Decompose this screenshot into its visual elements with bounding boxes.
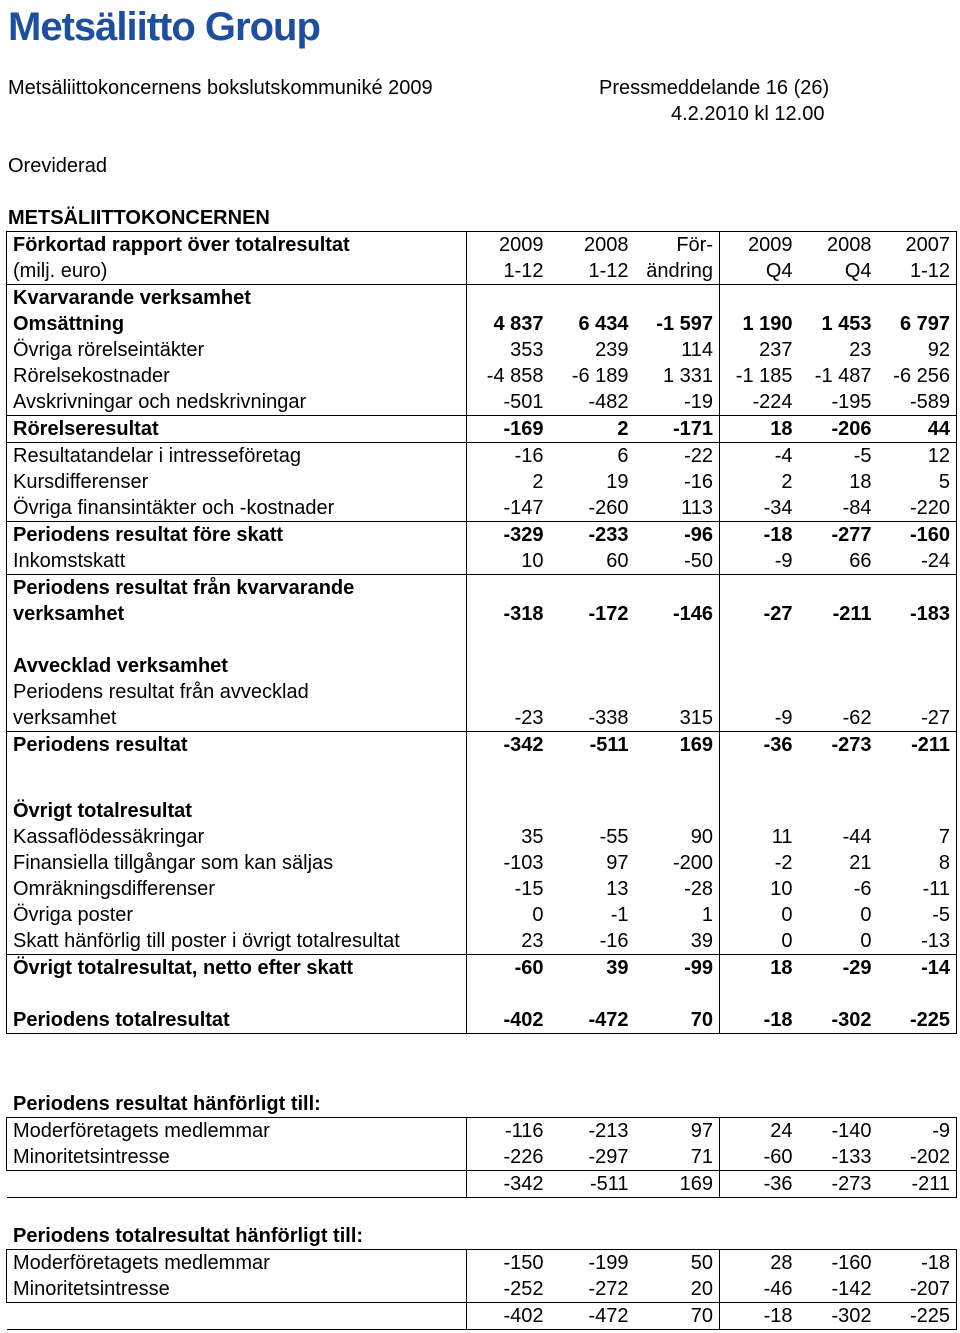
value-cell: -302 xyxy=(799,1007,878,1034)
value-cell: 4 837 xyxy=(467,311,550,337)
value-cell: 35 xyxy=(467,824,550,850)
value-cell xyxy=(550,653,635,679)
value-cell: 19 xyxy=(606,471,629,493)
header-row xyxy=(7,258,957,285)
row-label: Övriga poster xyxy=(7,902,467,928)
value-cell: 39 xyxy=(606,957,629,979)
value-cell: -183 xyxy=(878,575,957,628)
value-cell: -133 xyxy=(799,1144,878,1171)
value-cell xyxy=(635,285,720,312)
value-cell: -211 xyxy=(878,1171,957,1198)
row-label: Rörelseresultat xyxy=(7,416,467,443)
value-cell: -36 xyxy=(720,1171,799,1198)
table-row xyxy=(7,1118,957,1145)
value-cell: -18 xyxy=(878,1250,957,1277)
value-cell: -226 xyxy=(467,1144,550,1171)
value-cell: -18 xyxy=(720,522,799,549)
value-cell: 0 xyxy=(860,904,872,926)
value-cell: -501 xyxy=(467,389,550,416)
value-cell xyxy=(878,981,957,1007)
value-cell: -211 xyxy=(878,732,957,759)
attribution-result-table xyxy=(6,1117,957,1198)
value-cell: -6 xyxy=(853,878,872,900)
value-cell: -15 xyxy=(467,876,550,902)
value-cell xyxy=(635,653,720,679)
value-cell: -24 xyxy=(878,548,957,575)
comprehensive-income-table xyxy=(6,231,957,1034)
table-row xyxy=(7,495,957,522)
row-label: Periodens resultat xyxy=(7,732,467,759)
column-header: 1-12 xyxy=(550,258,635,285)
value-cell: -9 xyxy=(720,548,799,575)
value-cell xyxy=(467,285,550,312)
value-cell: 44 xyxy=(878,416,957,443)
row-label: Övrigt totalresultat xyxy=(7,798,467,824)
value-cell xyxy=(550,627,635,653)
value-cell: 353 xyxy=(467,337,550,363)
value-cell: 239 xyxy=(595,339,629,361)
press-release-date: 4.2.2010 kl 12.00 xyxy=(671,103,825,125)
value-cell: -338 xyxy=(550,679,635,732)
value-cell xyxy=(467,627,550,653)
company-logo: Metsäliitto Group xyxy=(8,5,320,49)
table-row xyxy=(7,627,957,653)
table-row xyxy=(7,876,957,902)
value-cell xyxy=(799,758,878,798)
value-cell: -5 xyxy=(878,902,957,928)
value-cell: 10 xyxy=(467,548,550,575)
table-row xyxy=(7,575,957,628)
value-cell: -200 xyxy=(672,852,713,874)
value-cell: 2 xyxy=(550,416,635,443)
unaudited-label: Oreviderad xyxy=(8,155,107,177)
value-cell: -472 xyxy=(550,1303,635,1330)
value-cell: 70 xyxy=(635,1007,720,1034)
value-cell: 90 xyxy=(690,826,713,848)
value-cell: -6 256 xyxy=(878,363,957,389)
value-cell xyxy=(878,758,957,798)
attribution-total-table xyxy=(6,1249,957,1330)
row-label: Moderföretagets medlemmar xyxy=(7,1250,467,1277)
row-label: Avvecklad verksamhet xyxy=(7,653,467,679)
value-cell: -16 xyxy=(467,443,550,470)
value-cell: -252 xyxy=(467,1276,550,1303)
row-label-line: verksamhet xyxy=(13,603,125,625)
table-row xyxy=(7,363,957,389)
value-cell: 113 xyxy=(635,495,720,522)
row-label: Övrigt totalresultat, netto efter skatt xyxy=(7,955,467,982)
value-cell: 23 xyxy=(467,928,550,955)
value-cell: 28 xyxy=(720,1250,799,1277)
row-label: Kursdifferenser xyxy=(7,469,467,495)
value-cell: 315 xyxy=(635,679,720,732)
value-cell: -1 xyxy=(610,904,629,926)
value-cell: 237 xyxy=(720,337,799,363)
value-cell: 97 xyxy=(606,852,629,874)
table-row xyxy=(7,679,957,732)
attribution-result-title: Periodens resultat hänförligt till: xyxy=(13,1093,321,1115)
value-cell: 39 xyxy=(635,928,720,955)
section-row xyxy=(7,798,957,824)
table-row xyxy=(7,902,957,928)
value-cell: -27 xyxy=(878,679,957,732)
table-row xyxy=(7,1007,957,1034)
value-cell: -116 xyxy=(467,1118,550,1145)
column-header: Q4 xyxy=(799,258,878,285)
sum-row xyxy=(7,1303,957,1330)
row-label: Omräkningsdifferenser xyxy=(7,876,467,902)
value-cell: 1 331 xyxy=(662,365,713,387)
row-label: Resultatandelar i intresseföretag xyxy=(7,443,467,470)
value-cell xyxy=(550,758,635,798)
value-cell: -273 xyxy=(799,1171,878,1198)
value-cell xyxy=(720,758,799,798)
value-cell xyxy=(799,981,878,1007)
value-cell: -44 xyxy=(842,826,872,848)
value-cell: -224 xyxy=(720,389,799,416)
table-row xyxy=(7,732,957,759)
row-label: Minoritetsintresse xyxy=(7,1144,467,1171)
row-label xyxy=(7,1171,467,1198)
table-row xyxy=(7,311,957,337)
row-label: Inkomstskatt xyxy=(7,548,467,575)
value-cell xyxy=(467,758,550,798)
table-row xyxy=(7,522,957,549)
value-cell: -96 xyxy=(684,524,713,546)
column-header: 1-12 xyxy=(467,258,550,285)
value-cell: 0 xyxy=(799,928,878,955)
value-cell xyxy=(878,285,957,312)
row-label: Periodens resultat före skatt xyxy=(7,522,467,549)
value-cell: -342 xyxy=(467,1171,550,1198)
row-label xyxy=(7,575,467,628)
row-label-line: Periodens resultat från avvecklad xyxy=(13,681,309,703)
value-cell: -150 xyxy=(467,1250,550,1277)
value-cell: -207 xyxy=(878,1276,957,1303)
row-label xyxy=(7,981,467,1007)
row-label xyxy=(7,679,467,732)
table-unit: (milj. euro) xyxy=(7,258,467,285)
section-row xyxy=(7,285,957,312)
value-cell: -160 xyxy=(799,1250,878,1277)
value-cell: -318 xyxy=(467,575,550,628)
value-cell: 92 xyxy=(878,337,957,363)
row-label: Kvarvarande verksamhet xyxy=(7,285,467,312)
table-row xyxy=(7,955,957,982)
value-cell: -1 597 xyxy=(656,313,713,335)
value-cell: -9 xyxy=(878,1118,957,1145)
column-header: 2009 xyxy=(467,232,550,259)
value-cell xyxy=(878,653,957,679)
value-cell: -18 xyxy=(720,1007,799,1034)
value-cell xyxy=(550,285,635,312)
value-cell: -169 xyxy=(467,416,550,443)
value-cell: 1 190 xyxy=(720,311,799,337)
value-cell: -6 189 xyxy=(571,365,629,387)
table-row xyxy=(7,981,957,1007)
value-cell: -199 xyxy=(550,1250,635,1277)
value-cell: 5 xyxy=(878,469,957,495)
table-title: Förkortad rapport över totalresultat xyxy=(7,232,467,259)
value-cell: -46 xyxy=(720,1276,799,1303)
value-cell: 18 xyxy=(720,416,799,443)
value-cell: -55 xyxy=(599,826,629,848)
value-cell: -160 xyxy=(878,522,957,549)
sum-row xyxy=(7,1171,957,1198)
row-label: Övriga rörelseintäkter xyxy=(7,337,467,363)
value-cell: 50 xyxy=(635,1250,720,1277)
value-cell xyxy=(467,653,550,679)
value-cell: 13 xyxy=(606,878,629,900)
value-cell: -140 xyxy=(799,1118,878,1145)
value-cell xyxy=(720,798,799,824)
row-label: Moderföretagets medlemmar xyxy=(7,1118,467,1145)
table-row xyxy=(7,548,957,575)
value-cell: 11 xyxy=(720,824,799,850)
table-row xyxy=(7,443,957,470)
value-cell xyxy=(799,653,878,679)
table-row xyxy=(7,1144,957,1171)
column-header: 2008 xyxy=(550,232,635,259)
value-cell: -195 xyxy=(799,389,878,416)
value-cell xyxy=(635,627,720,653)
value-cell: 60 xyxy=(550,548,635,575)
column-header: 1-12 xyxy=(878,258,957,285)
value-cell: -277 xyxy=(831,524,872,546)
value-cell xyxy=(467,798,550,824)
row-label: Rörelsekostnader xyxy=(7,363,467,389)
column-header: 2007 xyxy=(878,232,957,259)
value-cell: -213 xyxy=(550,1118,635,1145)
value-cell xyxy=(720,981,799,1007)
value-cell: -27 xyxy=(720,575,799,628)
value-cell: 70 xyxy=(635,1303,720,1330)
table-row xyxy=(7,469,957,495)
value-cell: 1 453 xyxy=(821,313,872,335)
value-cell: 10 xyxy=(720,876,799,902)
row-label-line: verksamhet xyxy=(13,707,117,729)
value-cell: 6 xyxy=(617,445,629,467)
column-header: Q4 xyxy=(720,258,799,285)
value-cell: 169 xyxy=(679,734,713,756)
value-cell: -202 xyxy=(878,1144,957,1171)
header-row xyxy=(7,232,957,259)
table-row xyxy=(7,389,957,416)
value-cell: -2 xyxy=(720,850,799,876)
value-cell: -220 xyxy=(878,495,957,522)
value-cell: 114 xyxy=(681,339,713,361)
value-cell: 0 xyxy=(467,902,550,928)
column-header: 2008 xyxy=(799,232,878,259)
value-cell: 18 xyxy=(849,471,872,493)
value-cell: -225 xyxy=(878,1303,957,1330)
value-cell: -225 xyxy=(878,1007,957,1034)
value-cell: 97 xyxy=(635,1118,720,1145)
table-row xyxy=(7,1250,957,1277)
row-label: Kassaflödessäkringar xyxy=(7,824,467,850)
value-cell xyxy=(635,798,720,824)
value-cell: -14 xyxy=(878,955,957,982)
value-cell: -402 xyxy=(467,1303,550,1330)
value-cell: 24 xyxy=(720,1118,799,1145)
value-cell xyxy=(878,627,957,653)
value-cell: 6 797 xyxy=(878,311,957,337)
value-cell xyxy=(720,285,799,312)
value-cell: -482 xyxy=(550,389,635,416)
value-cell: -1 487 xyxy=(814,365,872,387)
value-cell: -206 xyxy=(799,416,878,443)
table-row xyxy=(7,416,957,443)
row-label-line: Periodens resultat från kvarvarande xyxy=(13,577,355,599)
value-cell: -511 xyxy=(589,734,629,756)
value-cell: -402 xyxy=(467,1007,550,1034)
value-cell xyxy=(878,798,957,824)
column-header: 2009 xyxy=(720,232,799,259)
value-cell: -18 xyxy=(720,1303,799,1330)
value-cell: -29 xyxy=(842,957,872,979)
value-cell: -50 xyxy=(635,548,720,575)
value-cell: -28 xyxy=(684,878,713,900)
value-cell: -273 xyxy=(831,734,872,756)
value-cell: -172 xyxy=(588,603,629,625)
value-cell: -19 xyxy=(635,389,720,416)
value-cell: -22 xyxy=(684,445,713,467)
value-cell: 169 xyxy=(635,1171,720,1198)
row-label: Omsättning xyxy=(7,311,467,337)
value-cell xyxy=(467,981,550,1007)
row-label: Avskrivningar och nedskrivningar xyxy=(7,389,467,416)
row-label: Periodens totalresultat xyxy=(7,1007,467,1034)
value-cell: 20 xyxy=(635,1276,720,1303)
value-cell: -13 xyxy=(878,928,957,955)
table-row xyxy=(7,758,957,798)
value-cell: -9 xyxy=(720,679,799,732)
value-cell: -297 xyxy=(550,1144,635,1171)
value-cell: -60 xyxy=(467,955,550,982)
value-cell: -329 xyxy=(467,522,550,549)
column-header: För- xyxy=(635,232,720,259)
value-cell: -62 xyxy=(799,679,878,732)
group-heading: METSÄLIITTOKONCERNEN xyxy=(8,207,270,229)
value-cell: -147 xyxy=(467,495,550,522)
value-cell: -211 xyxy=(832,603,872,625)
row-label: Minoritetsintresse xyxy=(7,1276,467,1303)
value-cell: -142 xyxy=(799,1276,878,1303)
value-cell: -302 xyxy=(799,1303,878,1330)
value-cell: -84 xyxy=(799,495,878,522)
row-label: Skatt hänförlig till poster i övrigt totalresultat xyxy=(7,928,467,955)
value-cell: -60 xyxy=(720,1144,799,1171)
value-cell: -11 xyxy=(878,876,957,902)
table-row xyxy=(7,928,957,955)
table-row xyxy=(7,337,957,363)
value-cell: -342 xyxy=(467,732,550,759)
value-cell: -589 xyxy=(878,389,957,416)
value-cell xyxy=(550,798,635,824)
value-cell xyxy=(799,798,878,824)
value-cell: -103 xyxy=(467,850,550,876)
table-row xyxy=(7,1276,957,1303)
value-cell: 71 xyxy=(635,1144,720,1171)
value-cell: 66 xyxy=(799,548,878,575)
value-cell: -260 xyxy=(550,495,635,522)
value-cell: 2 xyxy=(720,469,799,495)
section-row xyxy=(7,653,957,679)
value-cell: 18 xyxy=(720,955,799,982)
value-cell xyxy=(799,627,878,653)
row-label: Finansiella tillgångar som kan säljas xyxy=(7,850,467,876)
value-cell: 2 xyxy=(467,469,550,495)
value-cell: -23 xyxy=(467,679,550,732)
value-cell: -36 xyxy=(720,732,799,759)
value-cell: -233 xyxy=(588,524,629,546)
value-cell: -16 xyxy=(550,928,635,955)
value-cell: 7 xyxy=(878,824,957,850)
value-cell: -4 xyxy=(720,443,799,470)
value-cell xyxy=(799,285,878,312)
value-cell xyxy=(720,627,799,653)
value-cell: -171 xyxy=(635,416,720,443)
value-cell: 6 434 xyxy=(578,313,629,335)
value-cell: 1 xyxy=(701,904,713,926)
report-title: Metsäliittokoncernens bokslutskommuniké 2009 xyxy=(8,77,433,99)
value-cell: 0 xyxy=(720,902,799,928)
attribution-total-title: Periodens totalresultat hänförligt till: xyxy=(13,1225,364,1247)
value-cell: -511 xyxy=(550,1171,635,1198)
value-cell: 23 xyxy=(849,339,872,361)
row-label xyxy=(7,627,467,653)
value-cell xyxy=(550,981,635,1007)
value-cell: 0 xyxy=(720,928,799,955)
value-cell xyxy=(635,758,720,798)
value-cell: -4 858 xyxy=(467,363,550,389)
column-header: ändring xyxy=(635,258,720,285)
value-cell xyxy=(720,653,799,679)
value-cell: -1 185 xyxy=(720,363,799,389)
value-cell: 8 xyxy=(878,850,957,876)
value-cell: 21 xyxy=(849,852,872,874)
value-cell xyxy=(635,981,720,1007)
value-cell: -272 xyxy=(550,1276,635,1303)
value-cell: -16 xyxy=(684,471,713,493)
table-row xyxy=(7,824,957,850)
row-label xyxy=(7,1303,467,1330)
value-cell: -472 xyxy=(550,1007,635,1034)
row-label: Övriga finansintäkter och -kostnader xyxy=(7,495,467,522)
value-cell: -146 xyxy=(672,603,713,625)
value-cell: -5 xyxy=(853,445,872,467)
value-cell: -99 xyxy=(684,957,713,979)
value-cell: 12 xyxy=(878,443,957,470)
value-cell: -34 xyxy=(720,495,799,522)
row-label xyxy=(7,758,467,798)
table-row xyxy=(7,850,957,876)
press-release-page: Pressmeddelande 16 (26) xyxy=(599,77,830,99)
